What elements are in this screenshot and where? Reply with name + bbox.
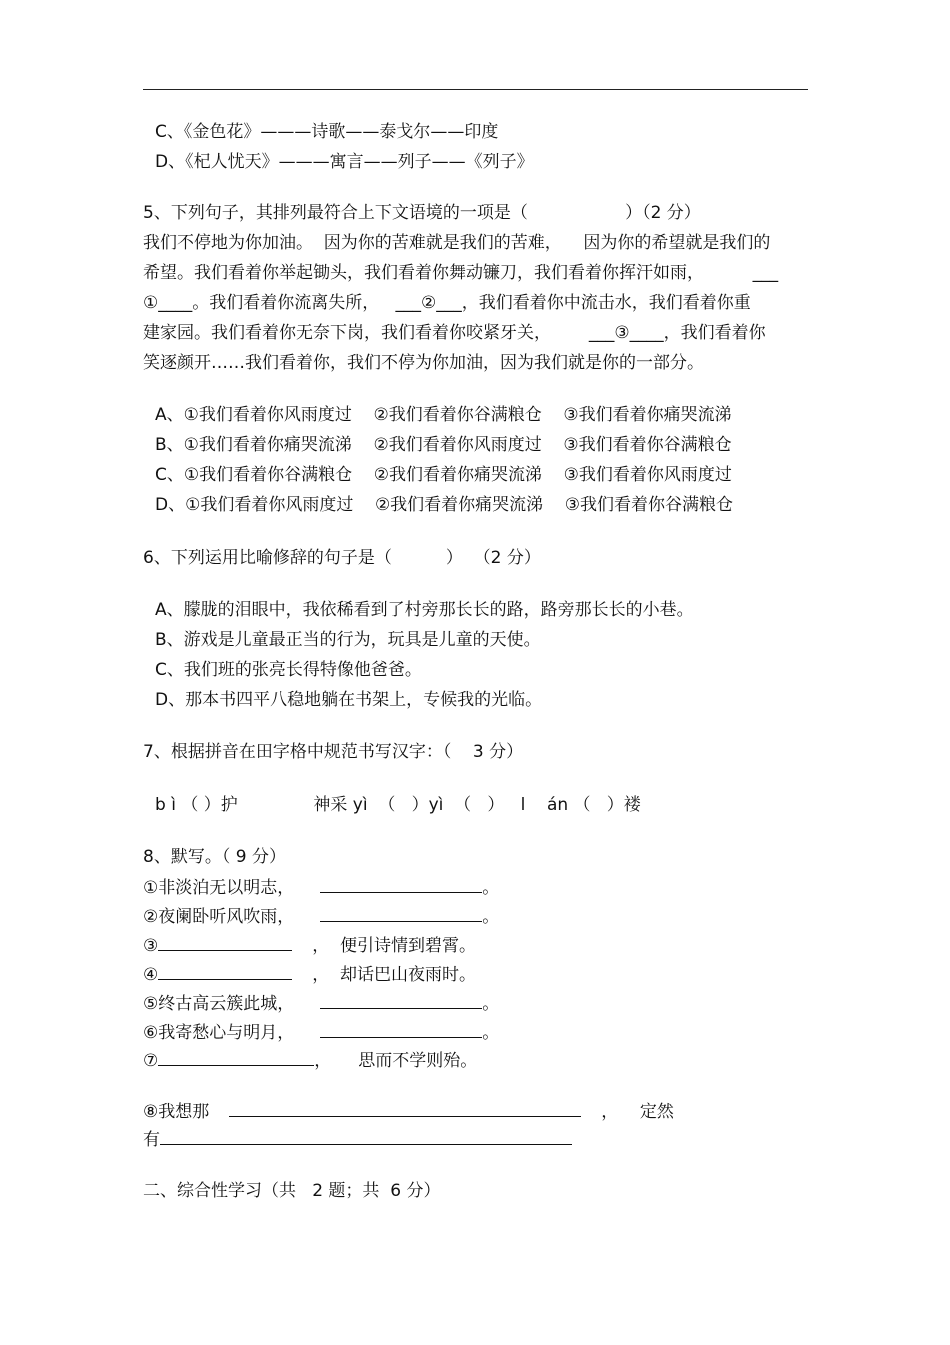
q8-item-text: 。: [482, 994, 500, 1014]
q7-pinyin-line: b ì （ ）护 神采 yì （ ）yì （ ） l án （ ）褛: [155, 795, 641, 815]
q8-item-4: [143, 963, 476, 985]
q8-item-7: [143, 1049, 477, 1071]
answer-blank[interactable]: [160, 1128, 572, 1145]
answer-blank[interactable]: [320, 1021, 482, 1038]
q5-stem: 5、下列句子，其排列最符合上下文语境的一项是（ ）（2 分）: [143, 203, 701, 223]
q8-item-2: [143, 905, 499, 927]
q6-option-a: A、朦胧的泪眼中，我依稀看到了村旁那长长的路，路旁那长长的小巷。: [155, 600, 694, 620]
q5-passage-line: ①____。我们看着你流离失所， ___②___，我们看着你中流击水，我们看着你重: [143, 293, 751, 313]
q8-item-text: ， 便引诗情到碧霄。: [312, 936, 477, 956]
answer-blank[interactable]: [320, 992, 482, 1009]
q8-item-text: ⑤终古高云簇此城，: [143, 994, 295, 1014]
q8-item-text: ⑧我想那: [143, 1102, 210, 1122]
answer-blank[interactable]: [229, 1100, 581, 1117]
q5-option-d: D、①我们看着你风雨度过 ②我们看着你痛哭流涕 ③我们看着你谷满粮仓: [155, 495, 734, 515]
q8-item-text: ①非淡泊无以明志，: [143, 878, 295, 898]
q8-item-text: ③: [143, 936, 159, 956]
q8-item-3: [143, 934, 476, 956]
q5-passage-line: 希望。我们看着你举起锄头，我们看着你舞动镰刀，我们看着你挥汗如雨， ___: [143, 263, 779, 283]
answer-blank[interactable]: [158, 963, 292, 980]
q5-passage-line: 我们不停地为你加油。 因为你的苦难就是我们的苦难， 因为你的希望就是我们的: [143, 233, 771, 253]
q8-item-text: ⑦: [143, 1051, 159, 1071]
answer-blank[interactable]: [320, 905, 482, 922]
answer-blank[interactable]: [158, 1049, 314, 1066]
q4-option-c: C、《金色花》———诗歌——泰戈尔——印度: [155, 122, 499, 142]
q6-option-d: D、那本书四平八稳地躺在书架上，专候我的光临。: [155, 690, 543, 710]
header-rule: [143, 89, 808, 90]
answer-blank[interactable]: [320, 876, 482, 893]
q8-stem: 8、默写。（ 9 分）: [143, 847, 286, 867]
q7-stem: 7、根据拼音在田字格中规范书写汉字：（ 3 分）: [143, 742, 524, 762]
q8-item-8-line2: [143, 1128, 572, 1150]
answer-blank[interactable]: [158, 934, 292, 951]
q8-item-text: 。: [482, 1023, 500, 1043]
q8-item-6: [143, 1021, 499, 1043]
q6-stem: 6、下列运用比喻修辞的句子是（ ） （2 分）: [143, 548, 541, 568]
q5-option-c: C、①我们看着你谷满粮仓 ②我们看着你痛哭流涕 ③我们看着你风雨度过: [155, 465, 732, 485]
q6-option-b: B、游戏是儿童最正当的行为，玩具是儿童的天使。: [155, 630, 541, 650]
q8-item-text: ④: [143, 965, 159, 985]
q8-item-text: ⑥我寄愁心与明月，: [143, 1023, 295, 1043]
q8-item-text: 。: [482, 907, 500, 927]
q8-item-text: 。: [482, 878, 500, 898]
section-2-title: 二、综合性学习（共 2 题；共 6 分）: [143, 1181, 441, 1201]
q5-passage-line: 建家园。我们看着你无奈下岗，我们看着你咬紧牙关， ___③____，我们看着你: [143, 323, 766, 343]
q5-option-a: A、①我们看着你风雨度过 ②我们看着你谷满粮仓 ③我们看着你痛哭流涕: [155, 405, 732, 425]
q8-item-text: ②夜阑卧听风吹雨，: [143, 907, 295, 927]
q5-passage-line: 笑逐颜开……我们看着你，我们不停为你加油，因为我们就是你的一部分。: [143, 353, 704, 373]
q8-item-text: ， 却话巴山夜雨时。: [312, 965, 477, 985]
q5-option-b: B、①我们看着你痛哭流涕 ②我们看着你风雨度过 ③我们看着你谷满粮仓: [155, 435, 732, 455]
q8-item-text: 有: [143, 1130, 160, 1150]
q8-item-5: [143, 992, 499, 1014]
q8-item-1: [143, 876, 499, 898]
q8-item-text: ， 思而不学则殆。: [314, 1051, 478, 1071]
q8-item-text: ， 定然: [601, 1102, 674, 1122]
q4-option-d: D、《杞人忧天》———寓言——列子——《列子》: [155, 152, 534, 172]
q6-option-c: C、我们班的张亮长得特像他爸爸。: [155, 660, 422, 680]
q8-item-8: [143, 1100, 674, 1122]
